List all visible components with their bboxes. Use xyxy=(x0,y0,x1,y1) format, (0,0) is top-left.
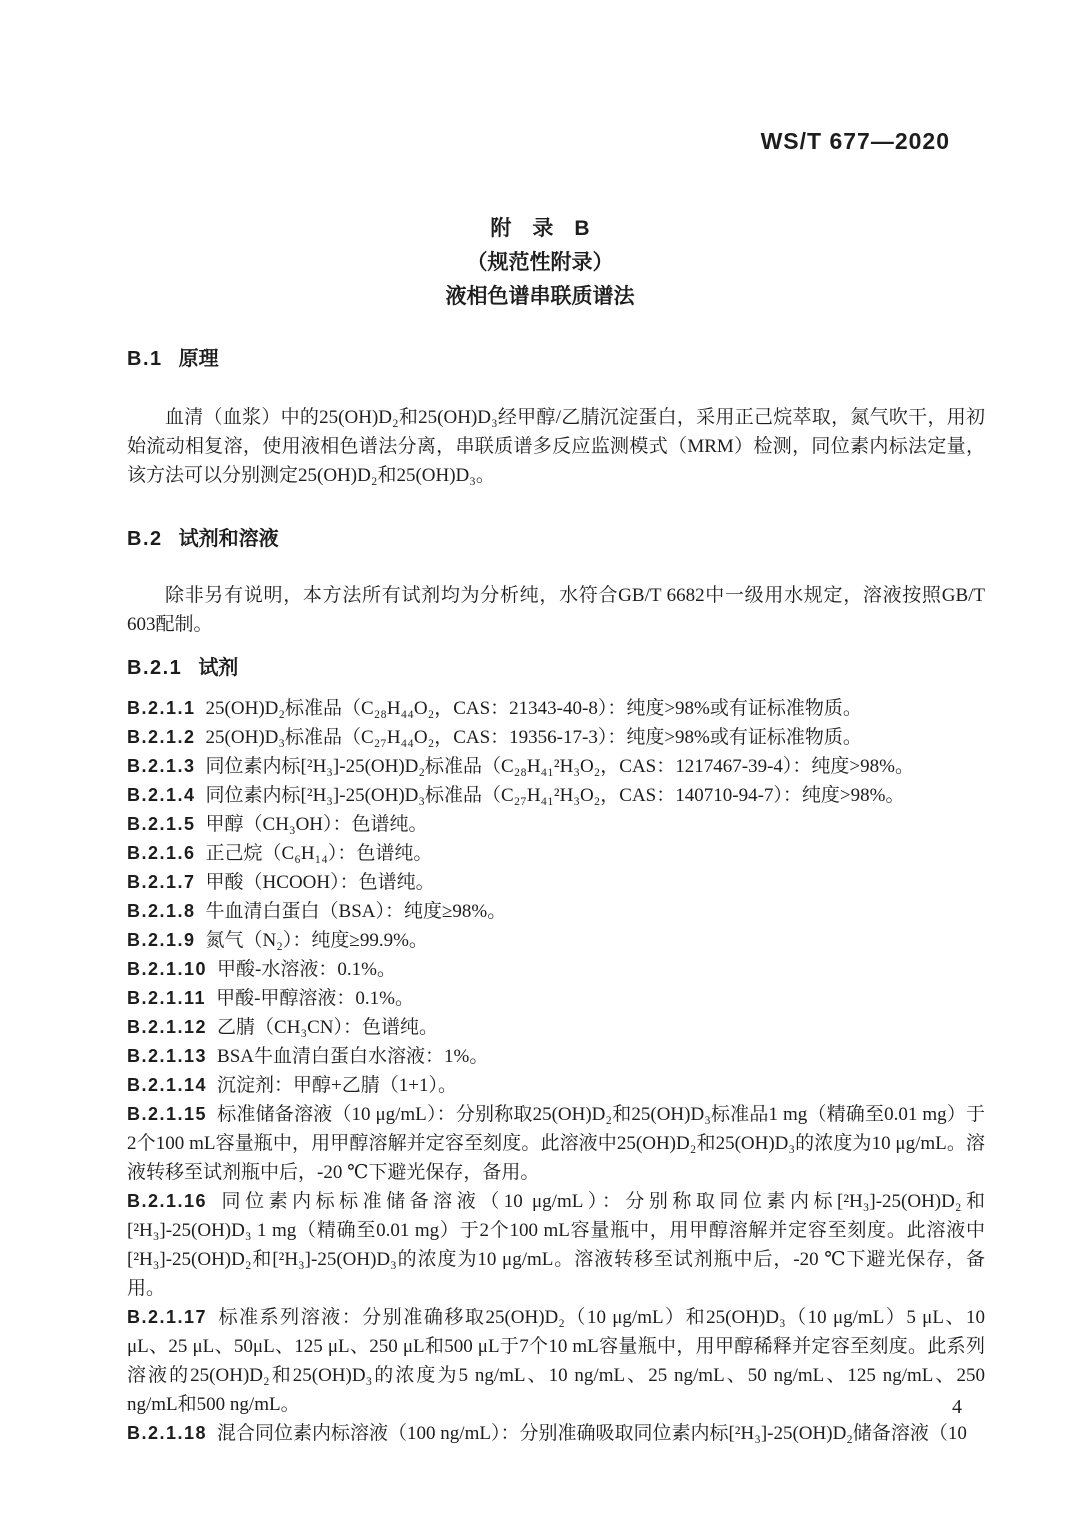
reagent-item-number: B.2.1.13 xyxy=(127,1046,208,1066)
reagent-item-number: B.2.1.18 xyxy=(127,1423,208,1443)
document-body xyxy=(0,314,1080,1448)
section-b21-title: 试剂 xyxy=(198,657,239,679)
reagent-item-number: B.2.1.10 xyxy=(127,959,208,979)
reagent-item xyxy=(127,1071,985,1100)
reagent-item xyxy=(127,868,985,897)
reagent-item-text: 同位素内标[²H₃]-25(OH)D₃标准品（C₂₇H₄₁²H₃O₂，CAS：140710-94-7）：纯度>98%。 xyxy=(205,785,905,806)
reagent-item-text: 乙腈（CH₃CN）：色谱纯。 xyxy=(217,1017,438,1038)
reagent-item-text: 25(OH)D₂标准品（C₂₈H₄₄O₂，CAS：21343-40-8）：纯度>98%或有证标准物质。 xyxy=(205,698,862,719)
reagent-item-number: B.2.1.8 xyxy=(127,901,196,921)
reagent-item xyxy=(127,1419,985,1448)
section-b2-number: B.2 xyxy=(127,528,163,550)
reagent-item xyxy=(127,1042,985,1071)
reagent-item-text: 牛血清白蛋白（BSA）：纯度≥98%。 xyxy=(205,901,507,922)
reagent-item-number: B.2.1.12 xyxy=(127,1017,208,1037)
appendix-title-block xyxy=(0,0,1080,314)
reagent-item xyxy=(127,723,985,752)
reagent-item-text: 同位素内标[²H₃]-25(OH)D₂标准品（C₂₈H₄₁²H₃O₂，CAS：1217467-39-4）：纯度>98%。 xyxy=(205,756,914,777)
reagent-item-number: B.2.1.9 xyxy=(127,930,196,950)
reagent-item xyxy=(127,1187,985,1303)
reagent-item-text: 甲醇（CH₃OH）：色谱纯。 xyxy=(205,814,428,835)
reagent-list xyxy=(127,694,985,1448)
reagent-item-text: 混合同位素内标溶液（100 ng/mL）：分别准确吸取同位素内标[²H₃]-25(OH)D₂储备溶液（10 xyxy=(217,1423,967,1444)
standard-code: WS/T 677—2020 xyxy=(760,128,950,154)
reagent-item-number: B.2.1.7 xyxy=(127,872,196,892)
section-b2-title: 试剂和溶液 xyxy=(178,528,279,550)
reagent-item-text: 25(OH)D₃标准品（C₂₇H₄₄O₂，CAS：19356-17-3）：纯度>98%或有证标准物质。 xyxy=(205,727,862,748)
reagent-item-text: 正己烷（C₆H₁₄）：色谱纯。 xyxy=(205,843,433,864)
reagent-item xyxy=(127,839,985,868)
reagent-item-text: BSA牛血清白蛋白水溶液：1%。 xyxy=(217,1046,489,1067)
reagent-item-text: 标准系列溶液：分别准确移取25(OH)D₂（10 μg/mL）和25(OH)D₃（10 μg/mL）5 μL、10 μL、25 μL、50μL、125 μL、250 μL和500 μL于7个10 mL容量瓶中，用甲醇稀释并定容至刻度。此系列溶液的25(OH)D₂和25(OH)D₃的浓度为5 ng/mL、10 ng/mL、25 ng/mL、50 ng/mL、125 ng/mL、250 ng/mL和500 ng/mL。 xyxy=(127,1307,985,1415)
page-number: 4 xyxy=(952,1396,962,1418)
reagent-item-number: B.2.1.16 xyxy=(127,1191,208,1211)
appendix-title: 附 录 B xyxy=(490,217,590,240)
appendix-method-title: 液相色谱串联质谱法 xyxy=(445,285,635,308)
reagent-item-number: B.2.1.11 xyxy=(127,988,207,1008)
reagent-item-text: 标准储备溶液（10 μg/mL）：分别称取25(OH)D₂和25(OH)D₃标准品1 mg（精确至0.01 mg）于2个100 mL容量瓶中，用甲醇溶解并定容至刻度。此溶液中25(OH)D₂和25(OH)D₃的浓度为10 μg/mL。溶液转移至试剂瓶中后，-20 ℃下避光保存，备用。 xyxy=(127,1104,985,1183)
section-b2-paragraph: 除非另有说明，本方法所有试剂均为分析纯，水符合GB/T 6682中一级用水规定，溶液按照GB/T 603配制。 xyxy=(127,585,985,635)
reagent-item-number: B.2.1.2 xyxy=(127,727,196,747)
reagent-item-number: B.2.1.6 xyxy=(127,843,196,863)
reagent-item-number: B.2.1.15 xyxy=(127,1104,208,1124)
reagent-item xyxy=(127,781,985,810)
reagent-item-number: B.2.1.14 xyxy=(127,1075,208,1095)
reagent-item-number: B.2.1.17 xyxy=(127,1307,208,1327)
reagent-item-text: 氮气（N₂）：纯度≥99.9%。 xyxy=(205,930,428,951)
reagent-item xyxy=(127,1303,985,1419)
reagent-item-number: B.2.1.3 xyxy=(127,756,196,776)
reagent-item xyxy=(127,694,985,723)
reagent-item-number: B.2.1.1 xyxy=(127,698,196,718)
reagent-item-text: 甲酸-甲醇溶液：0.1%。 xyxy=(216,988,414,1009)
reagent-item xyxy=(127,955,985,984)
reagent-item-number: B.2.1.4 xyxy=(127,785,196,805)
reagent-item-text: 甲酸（HCOOH）：色谱纯。 xyxy=(205,872,435,893)
reagent-item-text: 同位素内标标准储备溶液（10 μg/mL）：分别称取同位素内标[²H₃]-25(OH)D₂和[²H₃]-25(OH)D₃ 1 mg（精确至0.01 mg）于2个100 mL容量瓶中，用甲醇溶解并定容至刻度。此溶液中[²H₃]-25(OH)D₂和[²H₃]-25(OH)D₃的浓度为10 μg/mL。溶液转移至试剂瓶中后，-20 ℃下避光保存，备用。 xyxy=(127,1191,985,1299)
section-b1-title: 原理 xyxy=(178,348,219,370)
reagent-item xyxy=(127,1013,985,1042)
reagent-item xyxy=(127,926,985,955)
reagent-item xyxy=(127,1100,985,1187)
reagent-item xyxy=(127,897,985,926)
reagent-item-number: B.2.1.5 xyxy=(127,814,196,834)
reagent-item xyxy=(127,984,985,1013)
section-b2-heading xyxy=(127,526,985,553)
reagent-item-text: 甲酸-水溶液：0.1%。 xyxy=(217,959,396,980)
appendix-subtitle: （规范性附录） xyxy=(466,251,614,274)
reagent-item-text: 沉淀剂：甲醇+乙腈（1+1）。 xyxy=(217,1075,457,1096)
section-b1-heading xyxy=(127,346,985,373)
reagent-item xyxy=(127,810,985,839)
section-b21-heading xyxy=(127,655,985,682)
section-b1-number: B.1 xyxy=(127,348,163,370)
section-b1-paragraph: 血清（血浆）中的25(OH)D₂和25(OH)D₃经甲醇/乙腈沉淀蛋白，采用正己烷萃取，氮气吹干，用初始流动相复溶，使用液相色谱法分离，串联质谱多反应监测模式（MRM）检测，同位素内标法定量，该方法可以分别测定25(OH)D₂和25(OH)D₃。 xyxy=(127,407,985,486)
section-b21-number: B.2.1 xyxy=(127,657,183,679)
reagent-item xyxy=(127,752,985,781)
